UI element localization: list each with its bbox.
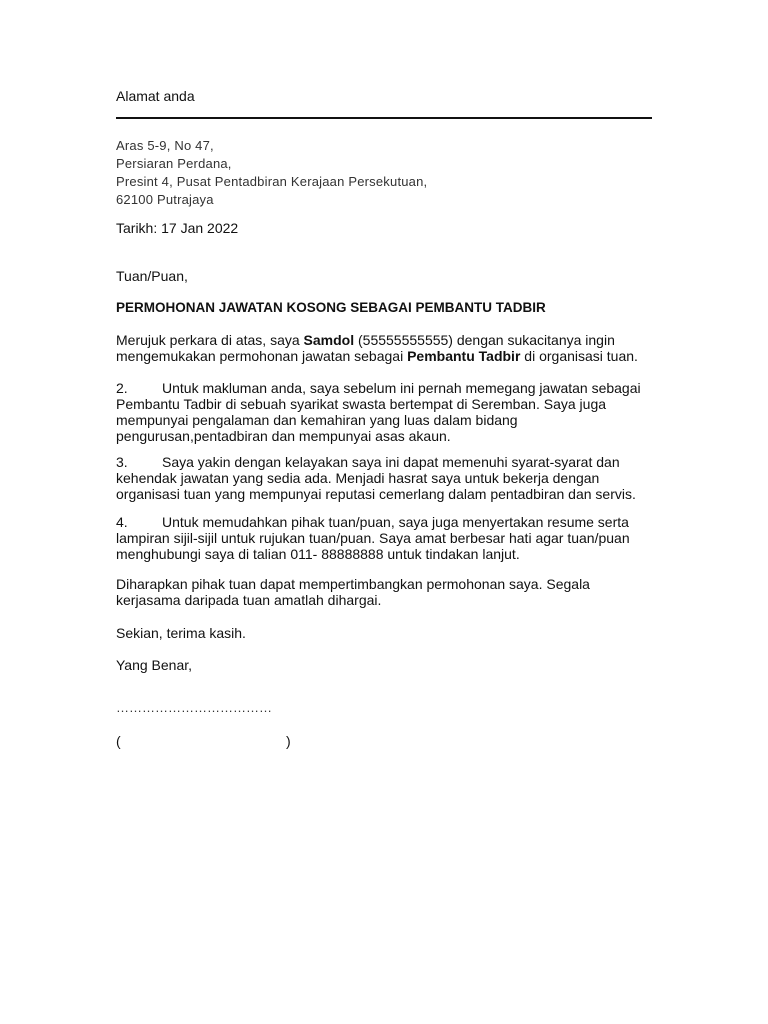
header-rule	[116, 117, 652, 119]
name-bracket-open: (	[116, 733, 121, 749]
sender-address-label: Alamat anda	[116, 88, 195, 104]
paragraph-line: mempunyai pengalaman dan kemahiran yang luas dalam bidang	[116, 412, 518, 428]
paragraph-line	[116, 380, 656, 396]
paragraph-text: Saya yakin dengan kelayakan saya ini dapat memenuhi syarat-syarat dan	[162, 454, 620, 470]
paragraph-1	[116, 332, 656, 364]
paragraph-text: di organisasi tuan.	[520, 348, 638, 364]
paragraph-text: (55555555555) dengan sukacitanya ingin	[354, 332, 615, 348]
paragraph-text: Untuk makluman anda, saya sebelum ini pernah memegang jawatan sebagai	[162, 380, 641, 396]
paragraph-line	[116, 332, 656, 348]
recipient-address-line: Persiaran Perdana,	[116, 156, 232, 171]
position-name: Pembantu Tadbir	[407, 348, 521, 364]
paragraph-line: organisasi tuan yang mempunyai reputasi cemerlang dalam pentadbiran dan servis.	[116, 486, 636, 502]
paragraph-number: 4.	[116, 514, 128, 530]
paragraph-text: mengemukakan permohonan jawatan sebagai	[116, 348, 408, 364]
letter-subject: PERMOHONAN JAWATAN KOSONG SEBAGAI PEMBANTU TADBIR	[116, 300, 546, 315]
paragraph-line	[116, 454, 656, 470]
applicant-name: Samdol	[303, 332, 355, 348]
date-line: Tarikh: 17 Jan 2022	[116, 220, 239, 236]
recipient-address	[116, 137, 427, 209]
paragraph-line: kehendak jawatan yang sedia ada. Menjadi hasrat saya untuk bekerja dengan	[116, 470, 600, 486]
closing-line: Sekian, terima kasih.	[116, 625, 246, 641]
paragraph-line: menghubungi saya di talian 011- 88888888 untuk tindakan lanjut.	[116, 546, 520, 562]
paragraph-number: 2.	[116, 380, 128, 396]
sign-off: Yang Benar,	[116, 657, 193, 673]
paragraph-4	[116, 514, 656, 562]
paragraph-line: pengurusan,pentadbiran dan mempunyai asas akaun.	[116, 428, 451, 444]
paragraph-number: 3.	[116, 454, 128, 470]
salutation: Tuan/Puan,	[116, 268, 188, 284]
paragraph-2	[116, 380, 656, 444]
recipient-address-line: 62100 Putrajaya	[116, 192, 214, 207]
name-bracket-close: )	[286, 733, 291, 749]
paragraph-line: Pembantu Tadbir di sebuah syarikat swasta bertempat di Seremban. Saya juga	[116, 396, 607, 412]
paragraph-5	[116, 576, 656, 608]
paragraph-3	[116, 454, 656, 502]
paragraph-line	[116, 348, 656, 364]
recipient-address-line: Aras 5-9, No 47,	[116, 138, 214, 153]
paragraph-text: Merujuk perkara di atas, saya	[116, 332, 304, 348]
signature-line: ………………………………	[116, 700, 272, 715]
paragraph-line: Diharapkan pihak tuan dapat mempertimbangkan permohonan saya. Segala	[116, 576, 590, 592]
paragraph-text: Untuk memudahkan pihak tuan/puan, saya juga menyertakan resume serta	[162, 514, 629, 530]
paragraph-line	[116, 514, 656, 530]
recipient-address-line: Presint 4, Pusat Pentadbiran Kerajaan Persekutuan,	[116, 174, 428, 189]
paragraph-line: kerjasama daripada tuan amatlah dihargai.	[116, 592, 382, 608]
paragraph-line: lampiran sijil-sijil untuk rujukan tuan/puan. Saya amat berbesar hati agar tuan/puan	[116, 530, 630, 546]
